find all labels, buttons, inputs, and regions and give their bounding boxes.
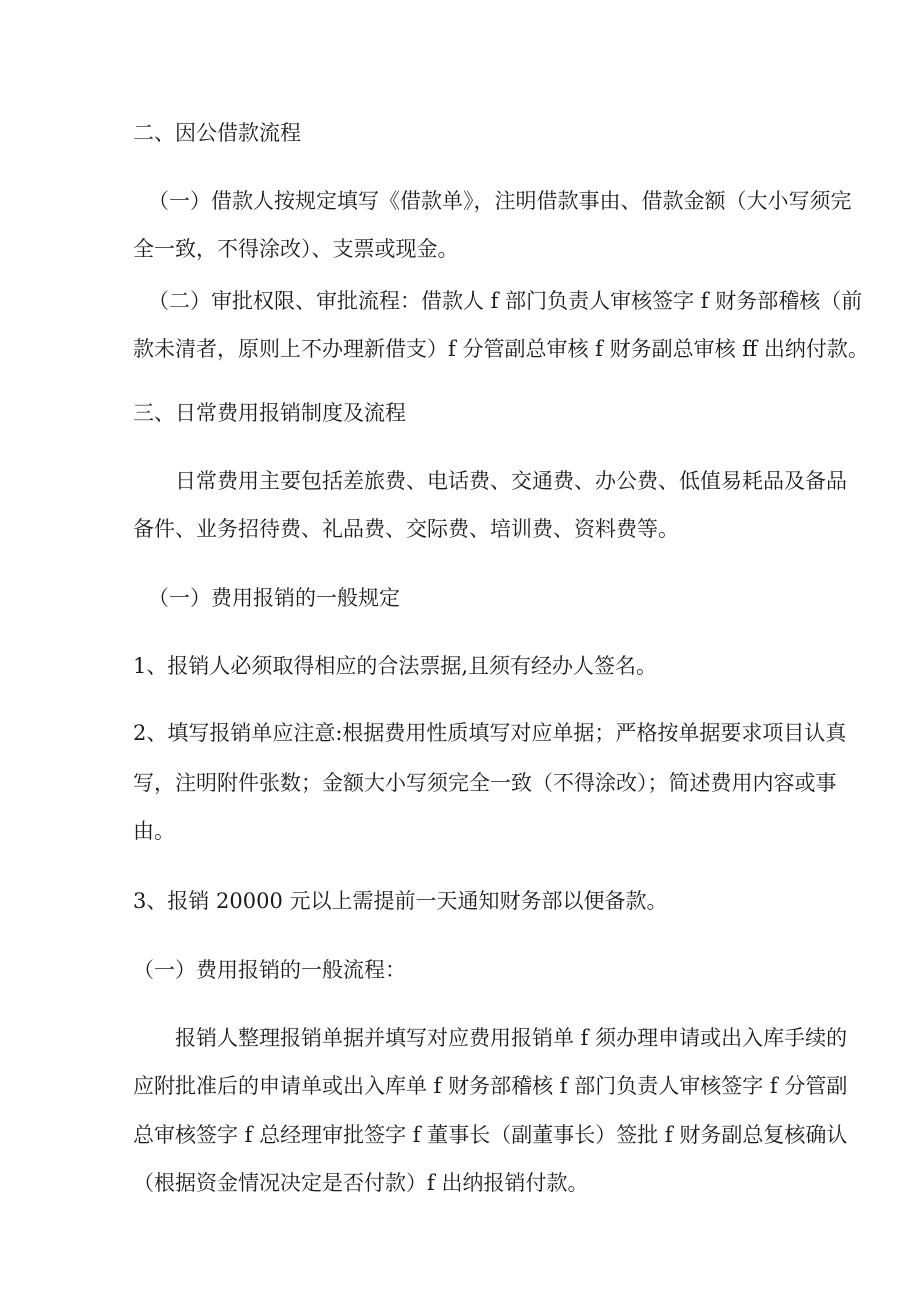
expenses-intro-line-1: 日常费用主要包括差旅费、电话费、交通费、办公费、低值易耗品及备品 — [175, 469, 847, 493]
section-heading-borrowing: 二、因公借款流程 — [133, 121, 301, 145]
section-heading-expenses: 三、日常费用报销制度及流程 — [133, 401, 406, 425]
borrowing-item-1-line-2: 全一致，不得涂改）、支票或现金。 — [133, 237, 459, 261]
borrowing-item-2-line-1: （二）审批权限、审批流程：借款人 f 部门负责人审核签字 f 财务部稽核（前 — [148, 289, 863, 313]
process-line-2: 应附批准后的申请单或出入库单 f 财务部稽核 f 部门负责人审核签字 f 分管副 — [133, 1074, 848, 1098]
sub-heading-general-rules: （一）费用报销的一般规定 — [148, 586, 400, 610]
borrowing-item-1-line-1: （一）借款人按规定填写《借款单》，注明借款事由、借款金额（大小写须完 — [148, 189, 852, 213]
rule-1: 1、报销人必须取得相应的合法票据,且须有经办人签名。 — [133, 654, 658, 678]
rule-2-line-3: 由。 — [133, 819, 175, 843]
borrowing-item-2-line-2: 款未清者，原则上不办理新借支）f 分管副总审核 f 财务副总审核 ff 出纳付款。 — [133, 337, 869, 361]
sub-heading-general-process: （一）费用报销的一般流程： — [133, 958, 406, 982]
process-line-4: （根据资金情况决定是否付款）f 出纳报销付款。 — [133, 1171, 589, 1195]
rule-2-line-2: 写，注明附件张数；金额大小写须完全一致（不得涂改）；简述费用内容或事 — [133, 771, 837, 795]
rule-3: 3、报销 20000 元以上需提前一天通知财务部以便备款。 — [133, 889, 668, 913]
expenses-intro-line-2: 备件、业务招待费、礼品费、交际费、培训费、资料费等。 — [133, 517, 679, 541]
process-line-1: 报销人整理报销单据并填写对应费用报销单 f 须办理申请或出入库手续的 — [175, 1026, 848, 1050]
rule-2-line-1: 2、填写报销单应注意:根据费用性质填写对应单据；严格按单据要求项目认真 — [133, 721, 847, 745]
process-line-3: 总审核签字 f 总经理审批签字 f 董事长（副董事长）签批 f 财务副总复核确认 — [133, 1123, 848, 1147]
